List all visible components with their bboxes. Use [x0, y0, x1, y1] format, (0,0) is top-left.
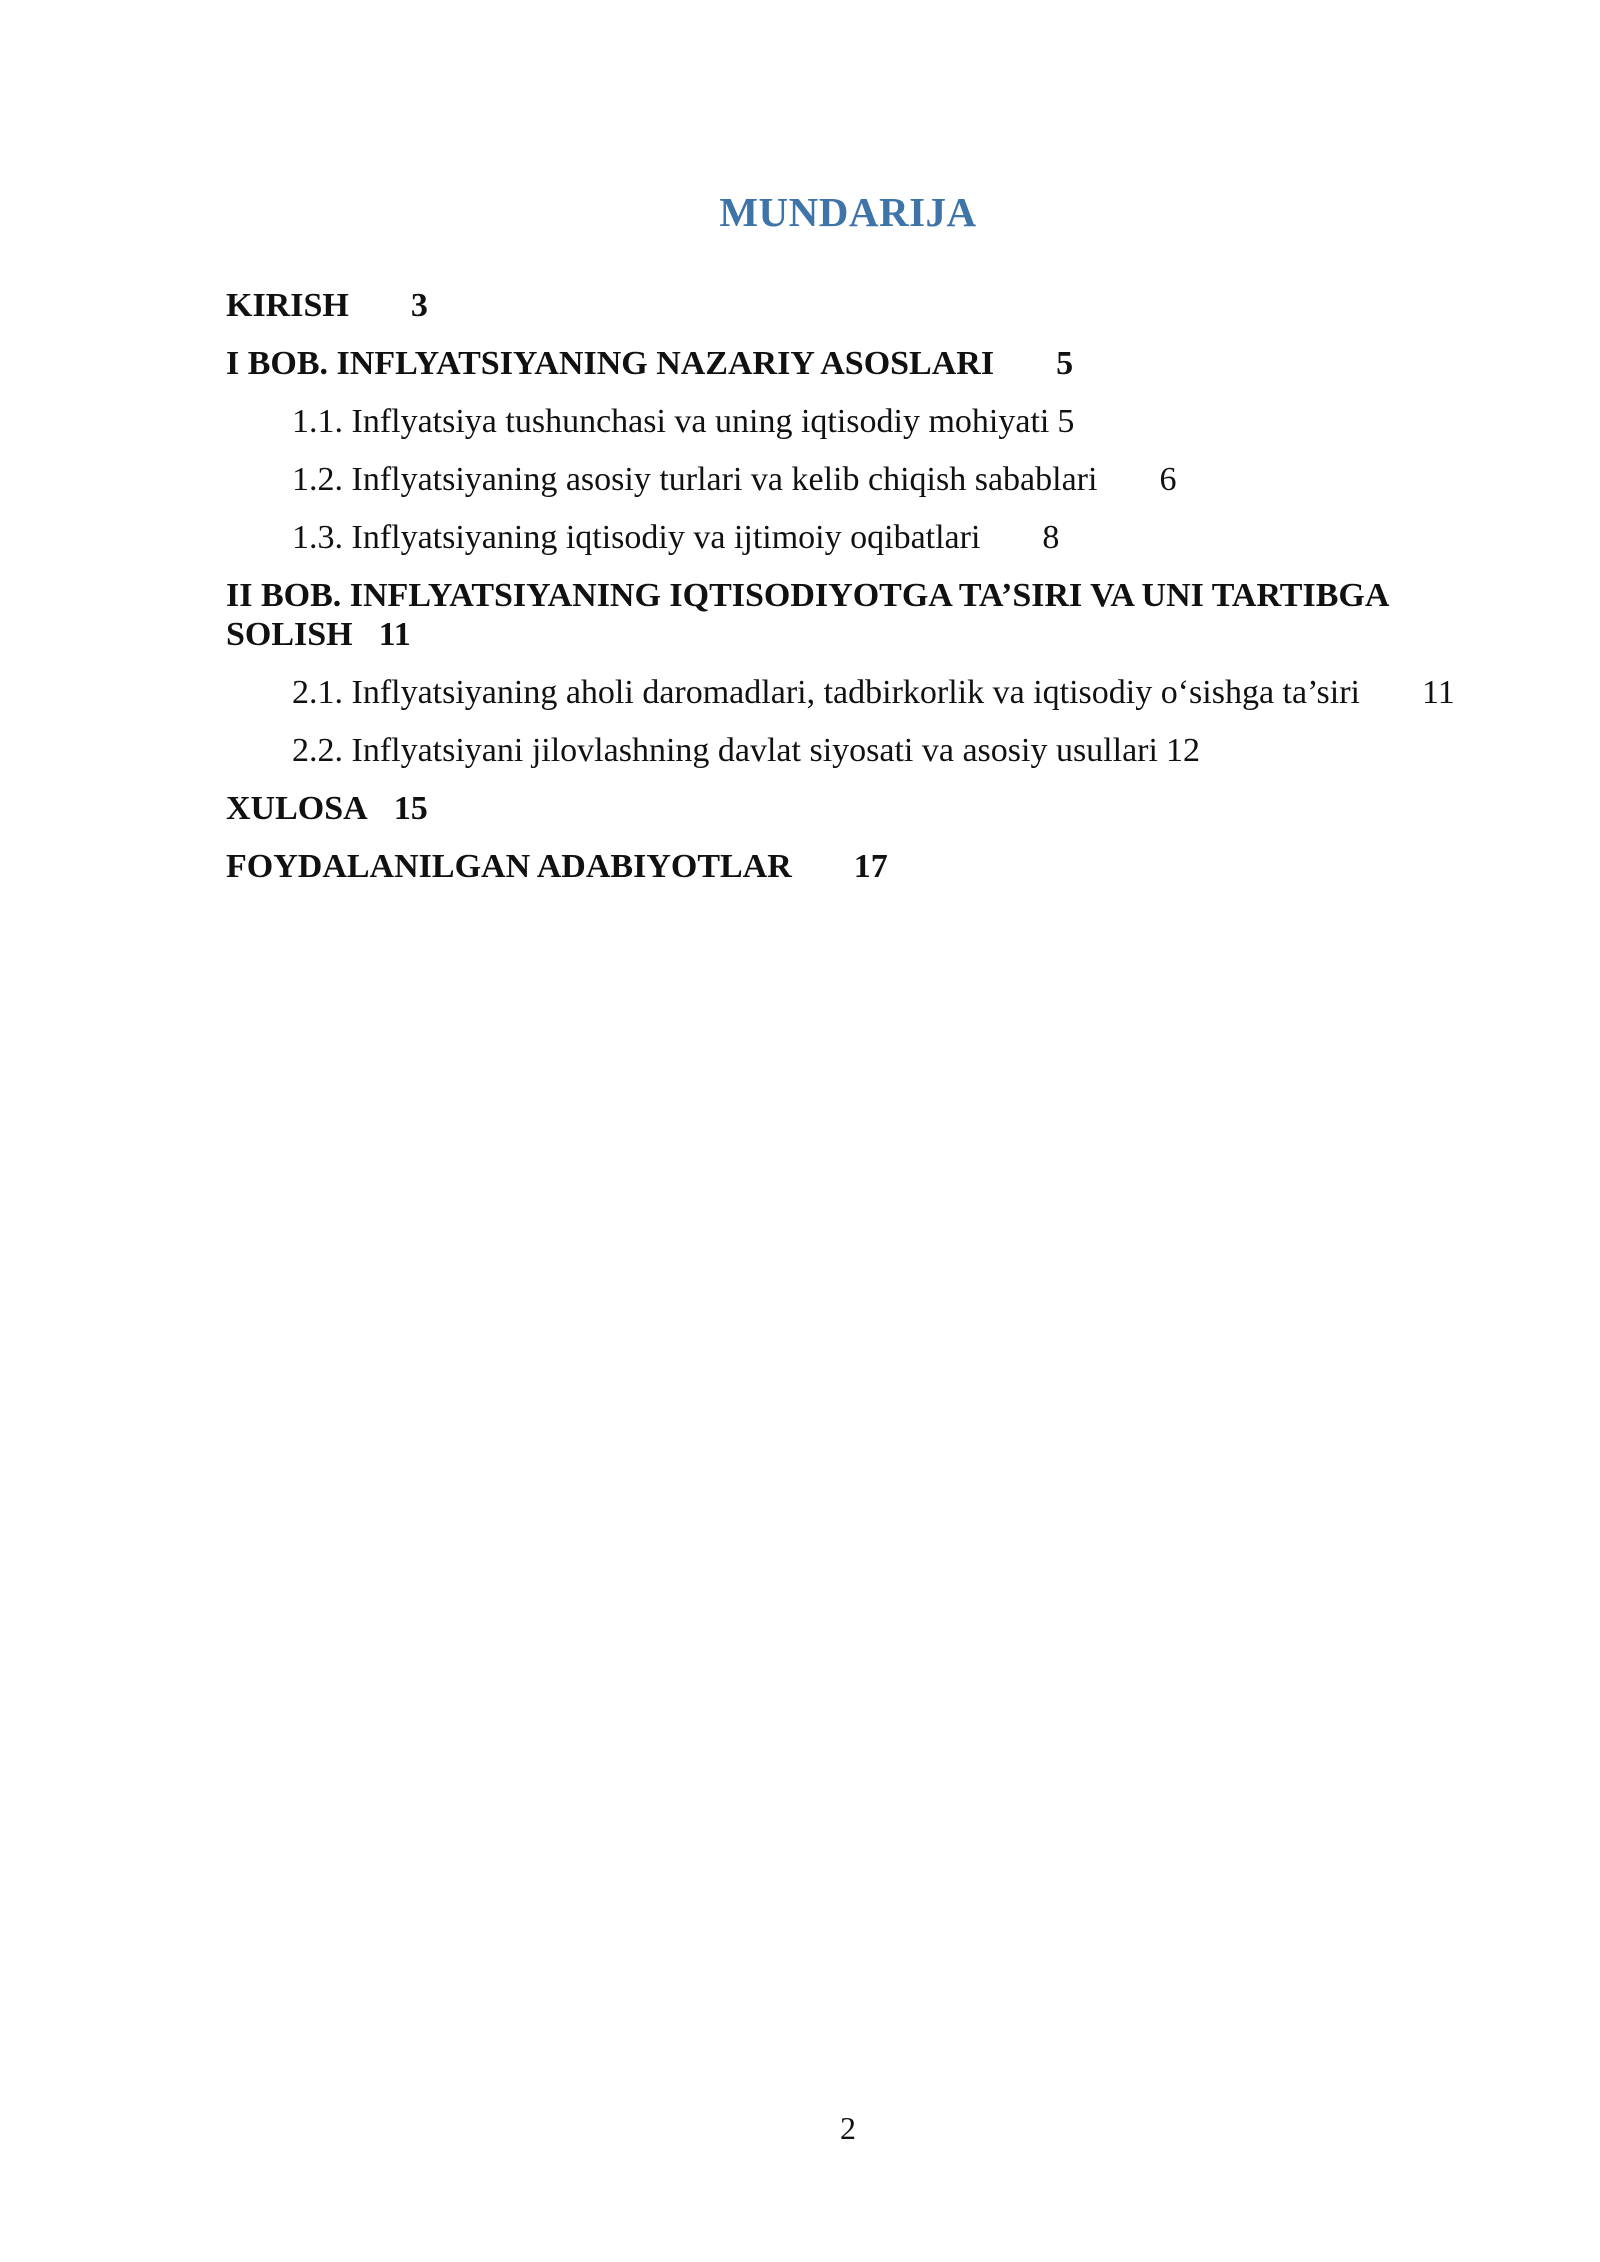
toc-entry-text: XULOSA: [226, 790, 368, 827]
toc-entry-chapter-2[interactable]: [226, 576, 1456, 654]
toc-entry-text: 2.2. Inflyatsiyani jilovlashning davlat siyosati va asosiy usullari: [292, 732, 1158, 769]
toc-entry-page: 6: [1159, 461, 1177, 498]
toc-entry-page: 12: [1165, 732, 1200, 769]
toc-entry-text: 1.2. Inflyatsiyaning asosiy turlari va kelib chiqish sabablari: [292, 461, 1098, 498]
toc-entry-references[interactable]: [226, 847, 1456, 886]
toc-entry-section-1-2[interactable]: [226, 460, 1456, 499]
toc-entry-page: 8: [1042, 519, 1060, 556]
toc-entry-text: I BOB. INFLYATSIYANING NAZARIY ASOSLARI: [226, 345, 995, 382]
toc-entry-page: 3: [410, 287, 428, 324]
table-of-contents: [226, 286, 1456, 905]
toc-entry-text: KIRISH: [226, 287, 349, 324]
toc-entry-section-1-1[interactable]: [226, 402, 1456, 441]
toc-entry-page: 17: [853, 848, 888, 885]
toc-entry-page: 5: [1056, 345, 1074, 382]
toc-entry-xulosa[interactable]: [226, 789, 1456, 828]
toc-entry-text: II BOB. INFLYATSIYANING IQTISODIYOTGA TA’SIRI VA UNI TARTIBGA SOLISH: [226, 577, 1388, 653]
toc-entry-text: 2.1. Inflyatsiyaning aholi daromadlari, tadbirkorlik va iqtisodiy o‘sishga ta’siri: [292, 674, 1360, 711]
toc-entry-section-2-2[interactable]: [226, 731, 1456, 770]
toc-title: MUNDARIJA: [719, 189, 977, 235]
toc-entry-section-2-1[interactable]: [226, 673, 1456, 712]
page-number: 2: [840, 2110, 856, 2146]
toc-entry-kirish[interactable]: [226, 286, 1456, 325]
toc-entry-text: 1.1. Inflyatsiya tushunchasi va uning iqtisodiy mohiyati: [292, 403, 1050, 440]
toc-entry-page: 11: [378, 616, 411, 653]
toc-entry-page: 11: [1421, 674, 1455, 711]
toc-entry-page: 15: [393, 790, 428, 827]
toc-entry-text: FOYDALANILGAN ADABIYOTLAR: [226, 848, 792, 885]
toc-entry-section-1-3[interactable]: [226, 518, 1456, 557]
toc-entry-chapter-1[interactable]: [226, 344, 1456, 383]
toc-entry-page: 5: [1057, 403, 1075, 440]
toc-entry-text: 1.3. Inflyatsiyaning iqtisodiy va ijtimoiy oqibatlari: [292, 519, 981, 556]
